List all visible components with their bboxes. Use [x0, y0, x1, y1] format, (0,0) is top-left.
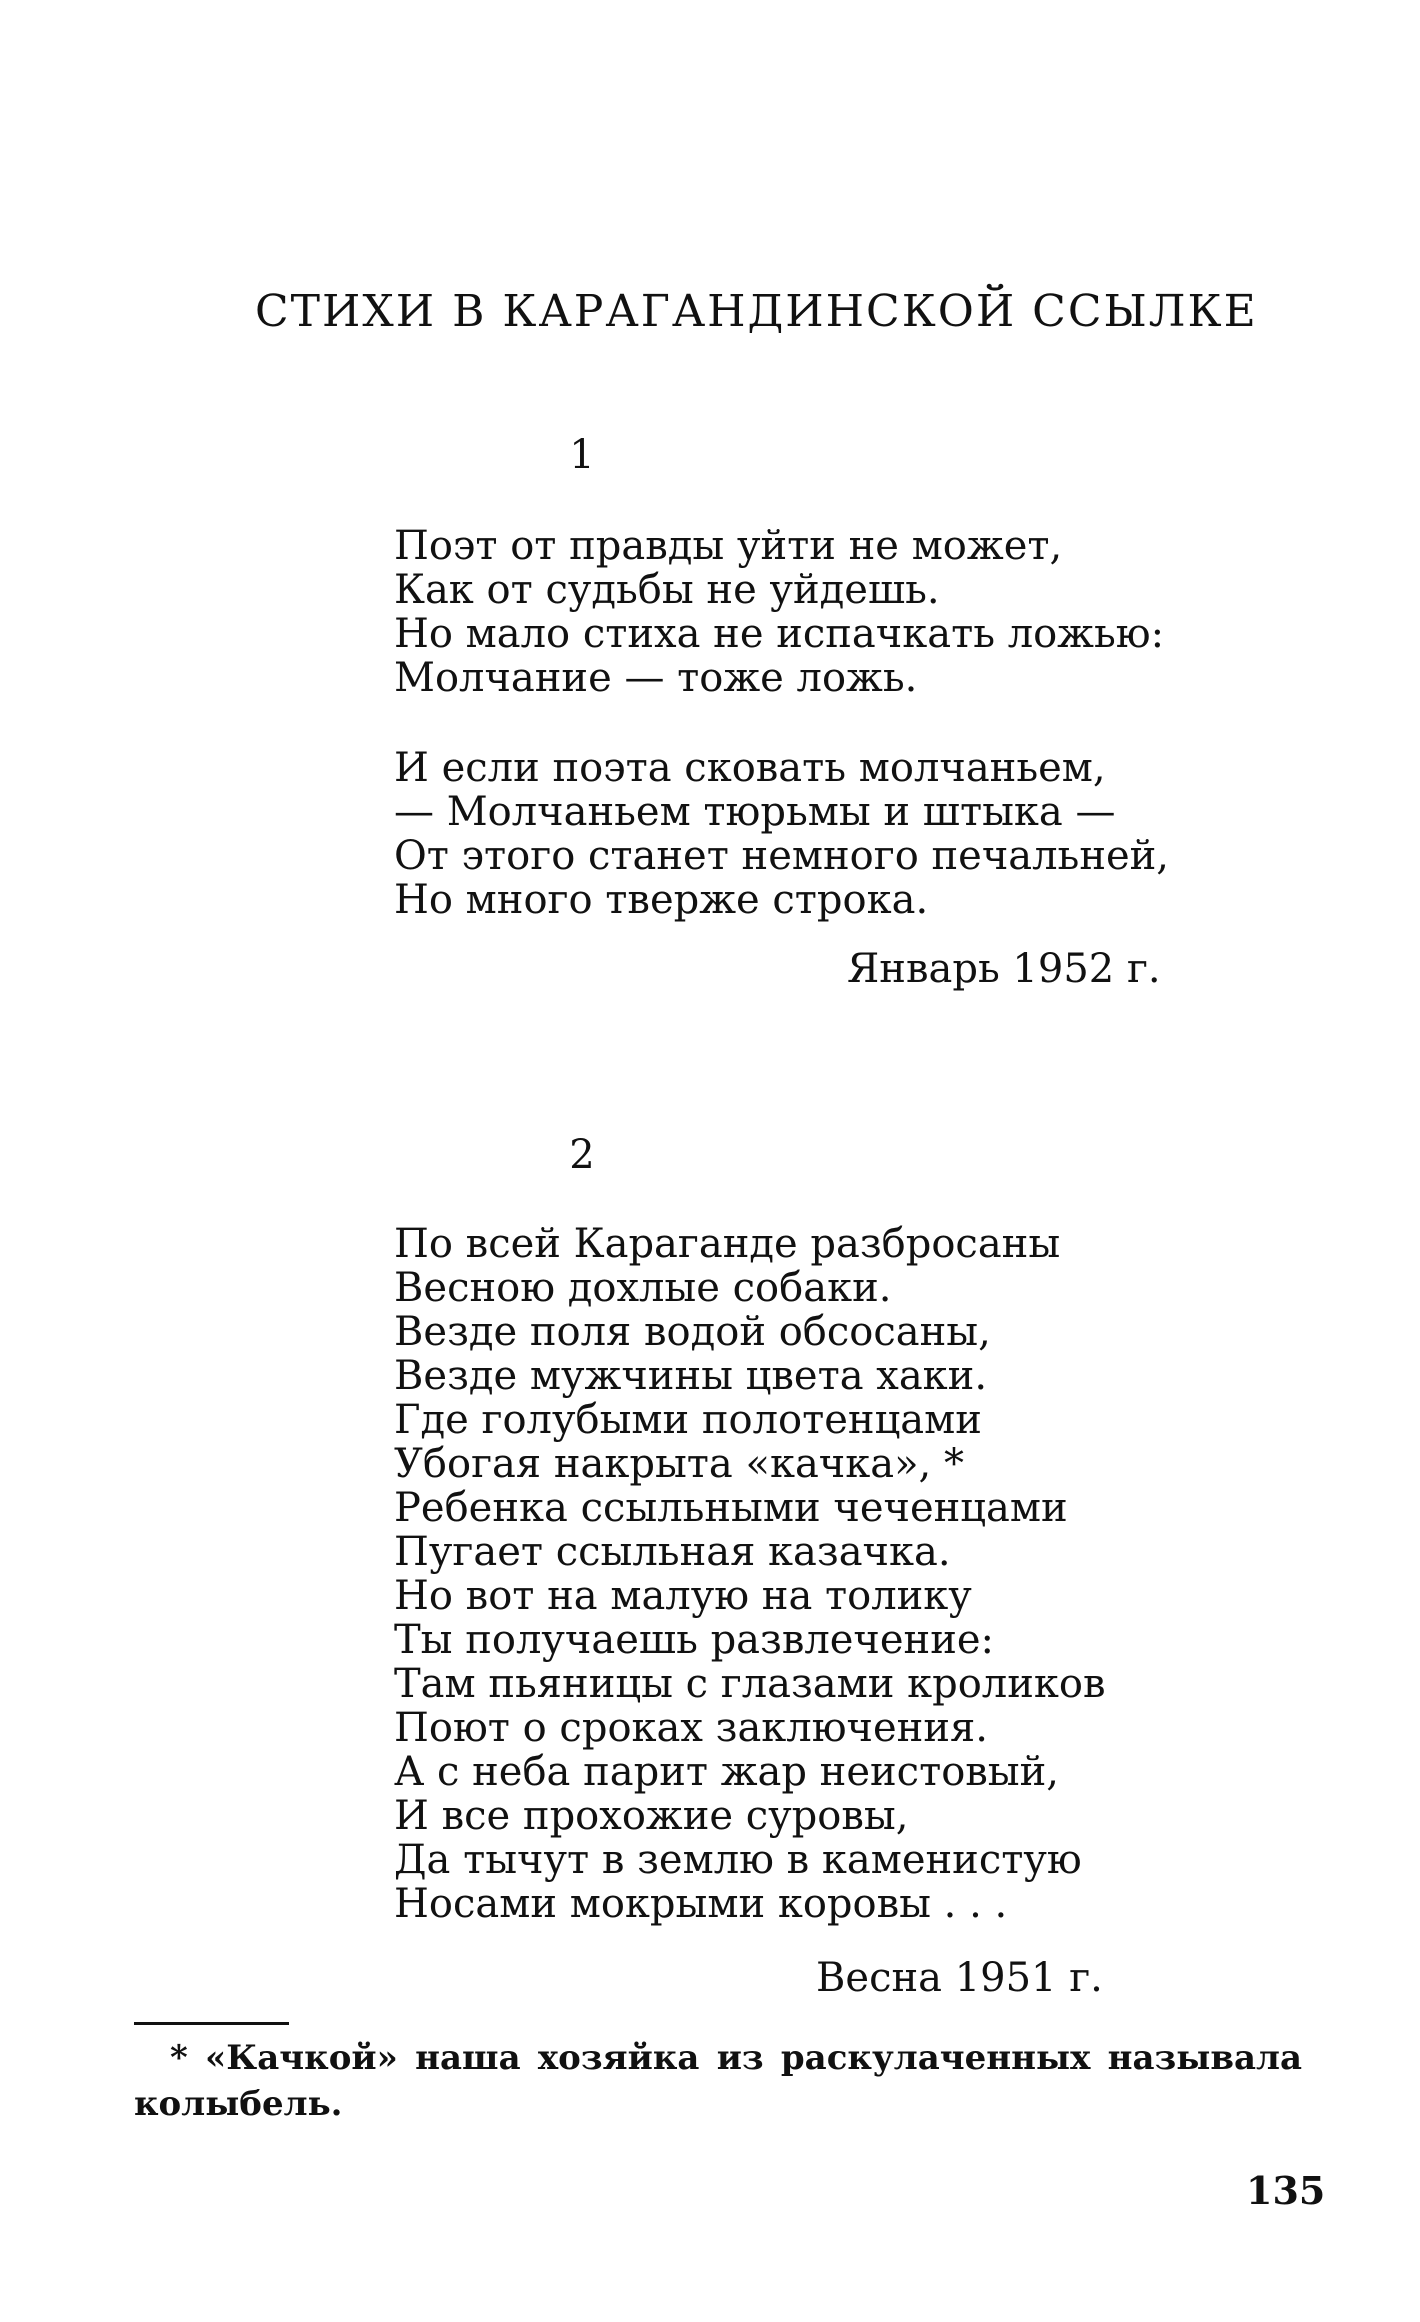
poem-2-date: Весна 1951 г. [816, 1955, 1103, 2001]
page-number: 135 [1246, 2168, 1326, 2213]
poem-line: Поэт от правды уйти не может, [394, 523, 1063, 569]
poem-line: И все прохожие суровы, [394, 1793, 909, 1839]
poem-line: Да тычут в землю в каменистую [394, 1837, 1082, 1883]
poem-line: Где голубыми полотенцами [394, 1397, 982, 1443]
poem-line: — Молчаньем тюрьмы и штыка — [394, 789, 1116, 835]
poem-1-stanza-2 [394, 746, 1169, 922]
poem-line: От этого станет немного печальней, [394, 833, 1170, 879]
poem-line: По всей Караганде разбросаны [394, 1221, 1061, 1267]
poem-line: Убогая накрыта «качка», * [394, 1441, 964, 1487]
poem-line: Молчание — тоже ложь. [394, 655, 918, 701]
poem-line: Как от судьбы не уйдешь. [394, 567, 940, 613]
poem-line: Весною дохлые собаки. [394, 1265, 892, 1311]
poem-1-date: Январь 1952 г. [847, 946, 1161, 992]
poem-line: Ребенка ссыльными чеченцами [394, 1485, 1068, 1531]
poem-line: Но много тверже строка. [394, 877, 929, 923]
poem-line: Ты получаешь развлечение: [394, 1617, 995, 1663]
footnote: * «Качкой» наша хозяйка из раскулаченных называла колыбель. [134, 2038, 1302, 2124]
poem-1-stanza-1 [394, 524, 1164, 700]
poem-2-stanza-1 [394, 1222, 1105, 1926]
poem-line: Носами мокрыми коровы . . . [394, 1881, 1008, 1927]
poem-line: Везде поля водой обсосаны, [394, 1309, 991, 1355]
poem-line: А с неба парит жар неистовый, [394, 1749, 1060, 1795]
poem-line: Пугает ссыльная казачка. [394, 1529, 951, 1575]
poem-1-number: 1 [569, 432, 595, 478]
footnote-rule [134, 2022, 289, 2025]
poem-line: Там пьяницы с глазами кроликов [394, 1661, 1106, 1707]
poem-line: И если поэта сковать молчаньем, [394, 745, 1106, 791]
poem-line: Но мало стиха не испачкать ложью: [394, 611, 1165, 657]
poem-line: Поют о сроках заключения. [394, 1705, 988, 1751]
poem-cycle-title: СТИХИ В КАРАГАНДИНСКОЙ ССЫЛКЕ [255, 286, 1258, 337]
poem-2-number: 2 [569, 1132, 595, 1178]
poem-line: Везде мужчины цвета хаки. [394, 1353, 988, 1399]
poem-line: Но вот на малую на толику [394, 1573, 972, 1619]
